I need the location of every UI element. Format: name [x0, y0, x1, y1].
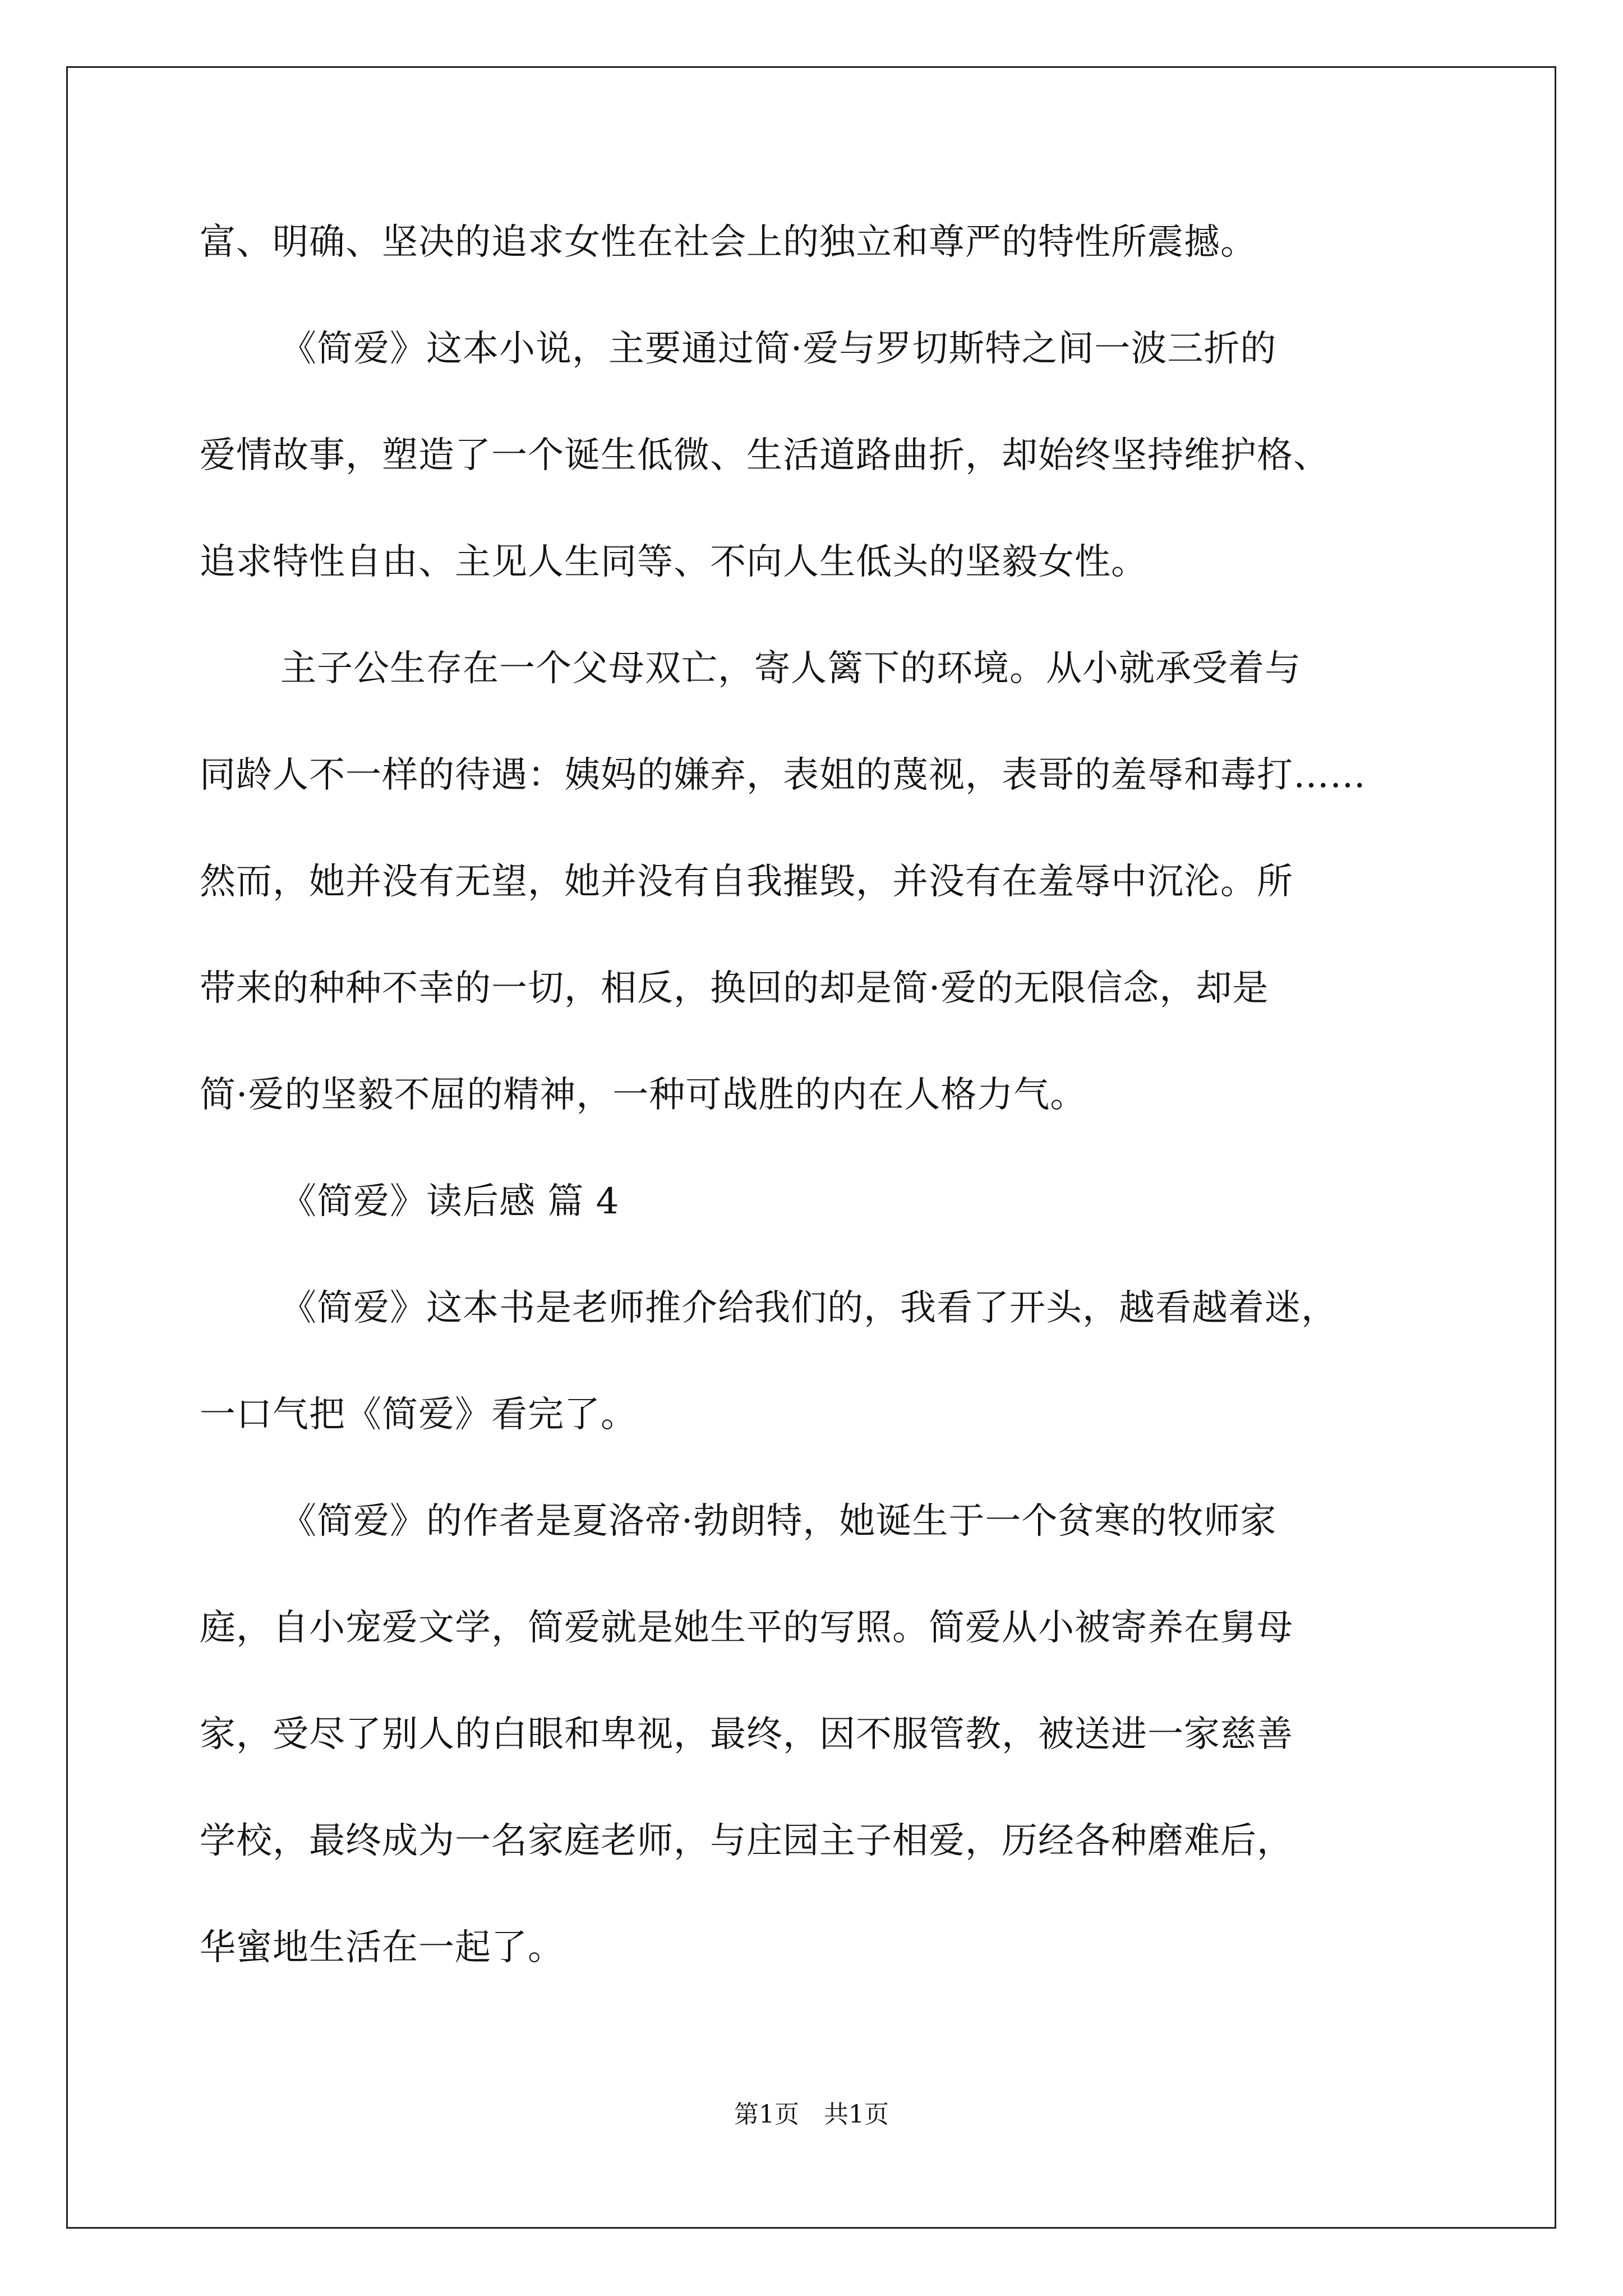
text-line: 华蜜地生活在一起了。: [200, 1927, 564, 1968]
text-line: 同龄人不一样的待遇：姨妈的嫌弃，表姐的蔑视，表哥的羞辱和毒打……: [200, 754, 1366, 796]
section-heading: 《简爱》读后感 篇 4: [280, 1181, 620, 1222]
text-line: 《简爱》的作者是夏洛帝·勃朗特，她诞生于一个贫寒的牧师家: [280, 1501, 1277, 1542]
text-line: 追求特性自由、主见人生同等、不向人生低头的坚毅女性。: [200, 541, 1147, 583]
text-line: 带来的种种不幸的一切，相反，换回的却是简·爱的无限信念，却是: [200, 968, 1269, 1009]
page-footer: 第1页 共1页: [734, 2100, 889, 2129]
text-line: 然而，她并没有无望，她并没有自我摧毁，并没有在羞辱中沉沦。所: [200, 861, 1293, 903]
text-line: 一口气把《简爱》看完了。: [200, 1394, 637, 1435]
text-line: 家，受尽了别人的白眼和卑视，最终，因不服管教，被送进一家慈善: [200, 1714, 1293, 1755]
text-line: 庭，自小宠爱文学，简爱就是她生平的写照。简爱从小被寄养在舅母: [200, 1607, 1293, 1649]
text-line: 《简爱》这本小说，主要通过简·爱与罗切斯特之间一波三折的: [280, 328, 1277, 370]
text-line: 学校，最终成为一名家庭老师，与庄园主子相爱，历经各种磨难后，: [200, 1820, 1293, 1862]
text-line: 爱情故事，塑造了一个诞生低微、生活道路曲折，却始终坚持维护格、: [200, 435, 1330, 476]
text-line: 简·爱的坚毅不屈的精神，一种可战胜的内在人格力气。: [200, 1074, 1087, 1116]
page-border: [66, 66, 1556, 2229]
text-line: 主子公生存在一个父母双亡，寄人篱下的环境。从小就承受着与: [280, 648, 1301, 689]
text-line: 《简爱》这本书是老师推介给我们的，我看了开头，越看越着迷，: [280, 1287, 1338, 1329]
text-line: 富、明确、坚决的追求女性在社会上的独立和尊严的特性所震撼。: [200, 222, 1257, 263]
